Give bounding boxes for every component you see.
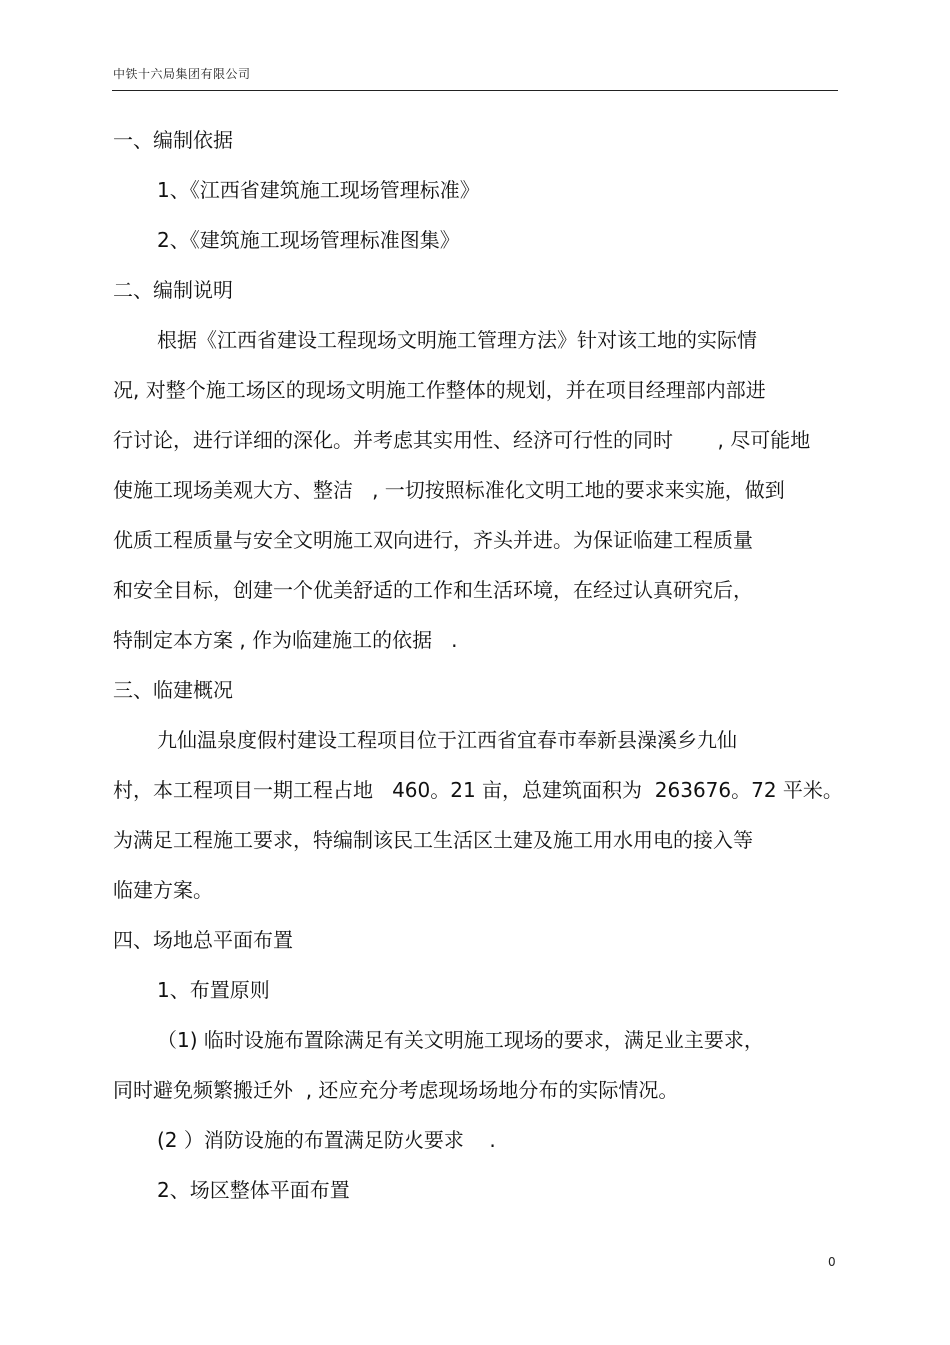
subsection-heading: 2、场区整体平面布置 [157, 1178, 350, 1202]
section-heading-4: 四、场地总平面布置 [113, 928, 293, 952]
paragraph-line: 根据《江西省建设工程现场文明施工管理方法》针对该工地的实际情 [157, 328, 757, 352]
paragraph-line: 为满足工程施工要求，特编制该民工生活区土建及施工用水用电的接入等 [113, 828, 753, 852]
paragraph-line: (2 ）消防设施的布置满足防火要求 . [157, 1128, 496, 1152]
paragraph-line: （1) 临时设施布置除满足有关文明施工现场的要求，满足业主要求， [157, 1028, 764, 1052]
paragraph-line: 行讨论，进行详细的深化。并考虑其实用性、经济可行性的同时 , 尽可能地 [113, 428, 811, 452]
header-company-name: 中铁十六局集团有限公司 [113, 67, 251, 81]
section-heading-3: 三、临建概况 [113, 678, 233, 702]
paragraph-line: 临建方案。 [113, 878, 213, 902]
paragraph-line: 特制定本方案 , 作为临建施工的依据 . [113, 628, 458, 652]
paragraph-line: 况, 对整个施工场区的现场文明施工作整体的规划，并在项目经理部内部进 [113, 378, 766, 402]
section-heading-1: 一、编制依据 [113, 128, 233, 152]
basis-item-2: 2、《建筑施工现场管理标准图集》 [157, 228, 460, 252]
paragraph-line: 优质工程质量与安全文明施工双向进行，齐头并进。为保证临建工程质量 [113, 528, 753, 552]
paragraph-line: 同时避免频繁搬迁外 , 还应充分考虑现场场地分布的实际情况。 [113, 1078, 679, 1102]
basis-item-1: 1、《江西省建筑施工现场管理标准》 [157, 178, 480, 202]
paragraph-line: 使施工现场美观大方、整洁 , 一切按照标准化文明工地的要求来实施，做到 [113, 478, 785, 502]
paragraph-line: 村，本工程项目一期工程占地 460。21 亩，总建筑面积为 263676。72 平米。 [113, 778, 843, 802]
paragraph-line: 九仙温泉度假村建设工程项目位于江西省宜春市奉新县澡溪乡九仙 [157, 728, 737, 752]
header-divider [112, 90, 838, 91]
paragraph-line: 和安全目标，创建一个优美舒适的工作和生活环境，在经过认真研究后， [113, 578, 753, 602]
section-heading-2: 二、编制说明 [113, 278, 233, 302]
page-number: 0 [828, 1255, 836, 1269]
subsection-heading: 1、布置原则 [157, 978, 270, 1002]
